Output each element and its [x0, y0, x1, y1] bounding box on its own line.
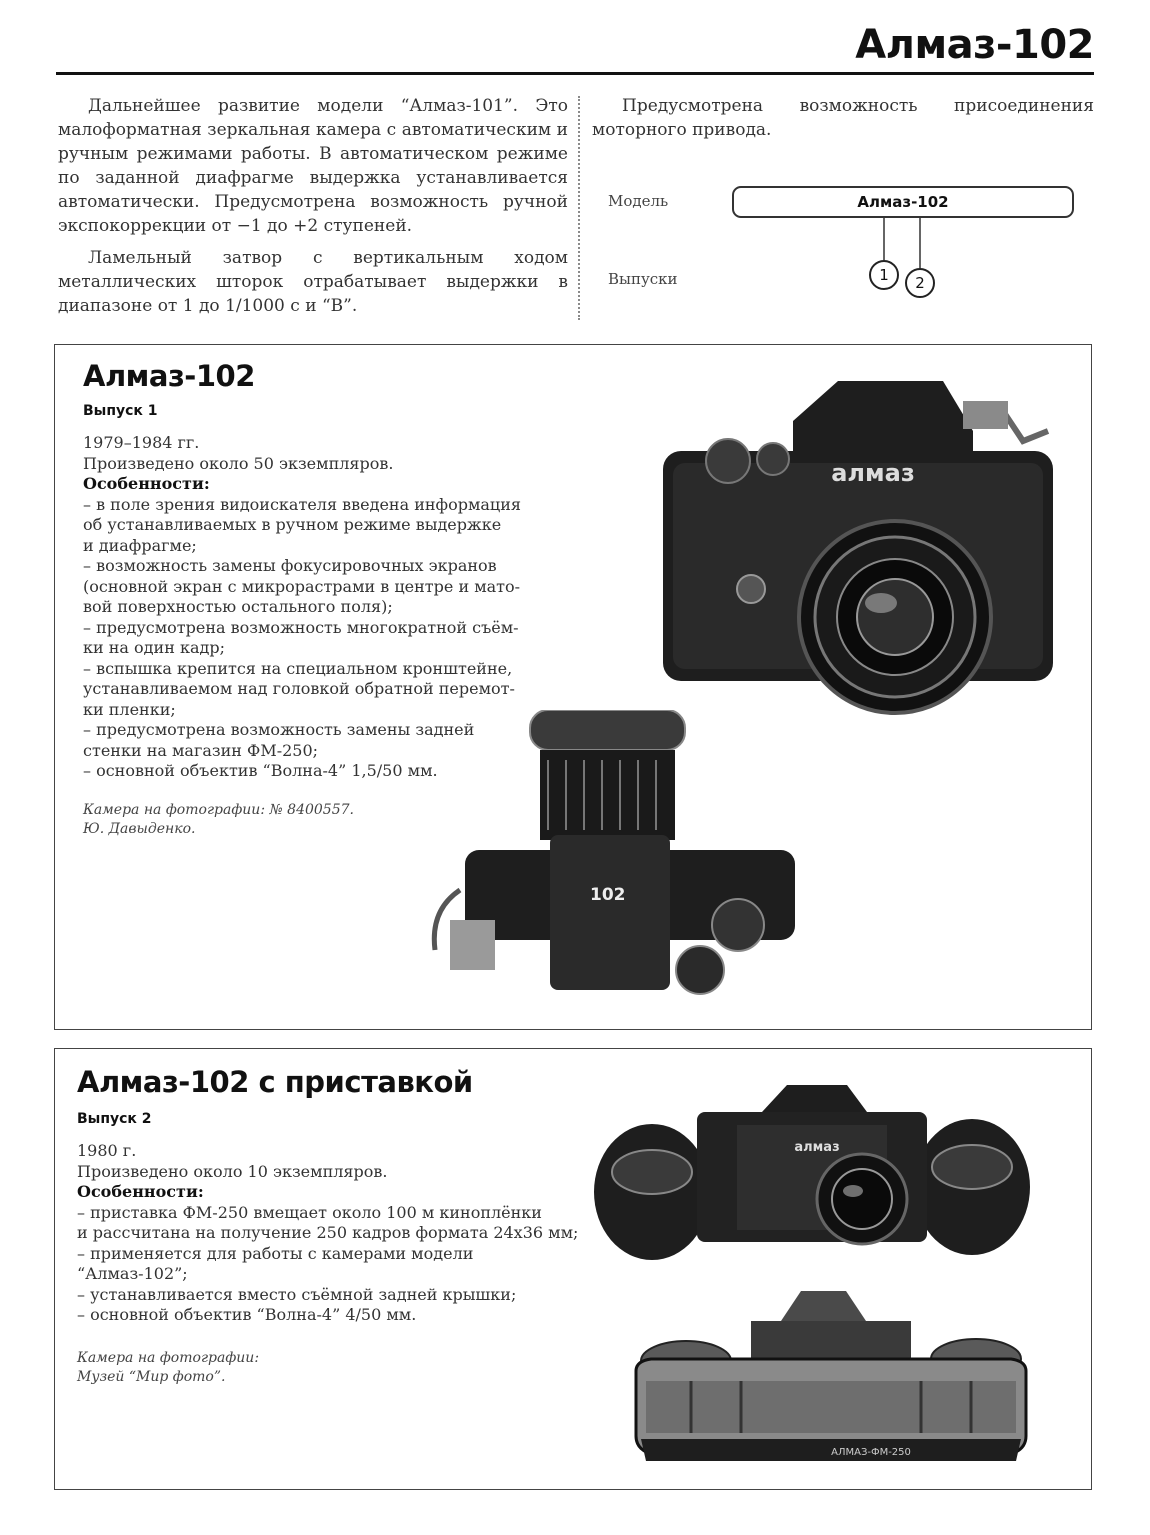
- feature-line: и рассчитана на получение 250 кадров формата 24х36 мм;: [77, 1223, 579, 1242]
- intro-paragraph: Предусмотрена возможность присоединения моторного привода.: [592, 96, 1094, 140]
- years-text: 1979–1984 гг.: [83, 433, 200, 452]
- model-name-box: Алмаз-102: [732, 186, 1074, 218]
- model-issues-diagram: [592, 178, 1096, 308]
- variant-card-issue-1: [54, 344, 1092, 1030]
- feature-line: ки на один кадр;: [83, 638, 225, 657]
- feature-line: вой поверхностью остального поля);: [83, 597, 393, 616]
- camera-with-attachment-front-photo: [587, 1077, 1037, 1277]
- intro-left-column: [58, 94, 568, 326]
- feature-line: – в поле зрения видоискателя введена информация: [83, 494, 521, 514]
- camera-brand-marking: алмаз: [831, 459, 915, 487]
- feature-line: – основной объектив “Волна-4” 1,5/50 мм.: [83, 761, 438, 780]
- intro-right-column: [592, 94, 1094, 150]
- feature-line: и диафрагме;: [83, 535, 197, 555]
- title-rule: [56, 72, 1094, 75]
- feature-line: – приставка ФМ-250 вмещает около 100 м киноплёнки: [77, 1202, 542, 1222]
- photo-caption: [77, 1349, 259, 1387]
- feature-line: устанавливаемом над головкой обратной перемот-: [83, 679, 515, 698]
- feature-line: – возможность замены фокусировочных экранов: [83, 556, 497, 575]
- issue-circle-1: 1: [869, 260, 899, 290]
- intro-paragraph: Ламельный затвор с вертикальным ходом металлических шторок отрабатывает выдержки в диапазоне от 1 до 1/1000 с и “B”.: [58, 248, 568, 316]
- variant-issue-label: Выпуск 2: [77, 1111, 152, 1127]
- feature-line: (основной экран с микрорастрами в центре и мато-: [83, 576, 521, 596]
- feature-line: – устанавливается вместо съёмной задней крышки;: [77, 1284, 517, 1304]
- feature-line: об устанавливаемых в ручном режиме выдержке: [83, 515, 502, 534]
- feature-line: ки пленки;: [83, 699, 176, 719]
- caption-line: Ю. Давыденко.: [83, 821, 196, 837]
- production-count-text: Произведено около 10 экземпляров.: [77, 1161, 388, 1181]
- intro-paragraph: Дальнейшее развитие модели “Алмаз-101”. Это малоформатная зеркальная камера с автоматическим и ручным режимами работы. В автоматическом режиме по заданной диафрагме выдержка устанавливается автоматически. Предусмотрена возможность ручной экспокоррекции от −1 до +2 ступеней.: [58, 96, 568, 236]
- camera-brand-marking: алмаз: [794, 1140, 840, 1155]
- caption-line: Музей “Мир фото”.: [77, 1369, 226, 1385]
- camera-model-marking: 102: [590, 885, 626, 905]
- variant-description: [77, 1141, 578, 1326]
- attachment-plate-marking: АЛМАЗ-ФМ-250: [831, 1447, 911, 1458]
- caption-line: Камера на фотографии:: [77, 1350, 260, 1366]
- camera-with-attachment-rear-photo: [631, 1281, 1031, 1471]
- column-divider: [578, 96, 580, 320]
- issues-row-label: Выпуски: [608, 270, 678, 288]
- variant-card-issue-2: [54, 1048, 1092, 1490]
- camera-top-photo: [420, 710, 820, 1010]
- photo-caption: [83, 801, 354, 839]
- production-count-text: Произведено около 50 экземпляров.: [83, 453, 394, 473]
- page-title: Алмаз-102: [855, 22, 1094, 68]
- years-text: 1980 г.: [77, 1141, 137, 1160]
- feature-line: – применяется для работы с камерами модели: [77, 1243, 474, 1263]
- feature-line: – вспышка крепится на специальном кронштейне,: [83, 658, 513, 678]
- feature-line: стенки на магазин ФМ-250;: [83, 740, 319, 760]
- variant-issue-label: Выпуск 1: [83, 403, 158, 419]
- issue-circle-2: 2: [905, 268, 935, 298]
- model-row-label: Модель: [608, 192, 669, 210]
- feature-line: “Алмаз-102”;: [77, 1264, 188, 1283]
- variant-title: Алмаз-102 с приставкой: [77, 1065, 473, 1099]
- feature-line: – предусмотрена возможность замены задней: [83, 720, 475, 739]
- camera-front-photo: [643, 371, 1073, 741]
- features-heading: Особенности:: [83, 474, 210, 493]
- feature-line: – предусмотрена возможность многократной съём-: [83, 617, 519, 637]
- feature-line: – основной объектив “Волна-4” 4/50 мм.: [77, 1305, 417, 1324]
- caption-line: Камера на фотографии: № 8400557.: [83, 802, 354, 818]
- features-heading: Особенности:: [77, 1182, 204, 1201]
- variant-title: Алмаз-102: [83, 359, 255, 393]
